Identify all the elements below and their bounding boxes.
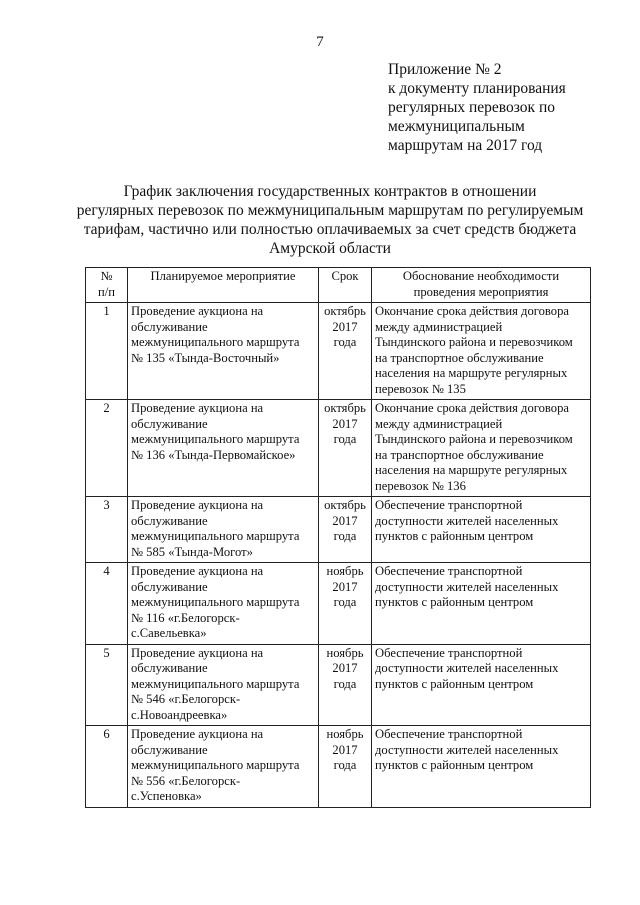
cell-period <box>319 563 372 645</box>
cell-line: обслуживание <box>131 319 208 334</box>
header-number-line: п/п <box>98 284 115 299</box>
header-period: Срок <box>319 268 372 303</box>
cell-line: доступности жителей населенных <box>375 661 559 675</box>
header-number-line: № <box>100 269 113 283</box>
cell-line: доступности жителей населенных <box>375 742 559 757</box>
cell-line: Проведение аукциона на <box>131 645 264 660</box>
cell-line: доступности жителей населенных <box>375 513 559 528</box>
cell-line: межмуниципального маршрута <box>131 676 300 691</box>
cell-number: 1 <box>86 303 128 400</box>
cell-line: ноябрь <box>326 645 364 660</box>
cell-line: Проведение аукциона на <box>131 564 264 578</box>
cell-line: Обеспечение транспортной <box>375 645 523 660</box>
cell-line: Окончание срока действия договора <box>375 401 569 415</box>
cell-line: обслуживание <box>131 742 208 757</box>
cell-line: Проведение аукциона на <box>131 727 264 741</box>
cell-line: ноябрь <box>326 564 364 578</box>
cell-reason <box>372 303 591 400</box>
cell-event <box>128 303 319 400</box>
cell-line: года <box>333 335 357 349</box>
cell-line: 2017 <box>332 513 358 528</box>
cell-line: 2017 <box>332 661 358 675</box>
cell-line: населения на маршруте регулярных <box>375 463 568 477</box>
appendix-heading <box>388 60 566 155</box>
table-row <box>86 563 591 645</box>
cell-line: пунктов с районным центром <box>375 529 534 543</box>
cell-line: № 585 «Тында-Могот» <box>131 544 253 559</box>
cell-line: № 546 «г.Белогорск- <box>131 692 241 706</box>
cell-line: пунктов с районным центром <box>375 676 534 691</box>
cell-line: перевозок № 136 <box>375 478 466 493</box>
cell-line: между администрацией <box>375 319 503 334</box>
cell-line: Тындинского района и перевозчиком <box>375 335 573 349</box>
cell-line: обслуживание <box>131 579 208 594</box>
cell-line: октябрь <box>324 498 366 512</box>
cell-line: перевозок № 135 <box>375 381 466 396</box>
cell-line: пунктов с районным центром <box>375 758 534 772</box>
cell-period <box>319 644 372 726</box>
cell-line: года <box>333 529 357 543</box>
cell-line: с.Новоандреевка» <box>131 707 228 722</box>
cell-number: 4 <box>86 563 128 645</box>
cell-reason <box>372 644 591 726</box>
cell-number: 3 <box>86 497 128 563</box>
cell-event <box>128 726 319 808</box>
cell-line: обслуживание <box>131 416 208 431</box>
cell-line: 2017 <box>332 742 358 757</box>
cell-event <box>128 497 319 563</box>
cell-line: Проведение аукциона на <box>131 304 264 318</box>
table-row <box>86 303 591 400</box>
cell-line: на транспортное обслуживание <box>375 447 544 462</box>
cell-line: Тындинского района и перевозчиком <box>375 432 573 446</box>
cell-period <box>319 400 372 497</box>
cell-line: Проведение аукциона на <box>131 401 264 415</box>
cell-line: 2017 <box>332 416 358 431</box>
cell-number: 2 <box>86 400 128 497</box>
cell-event <box>128 400 319 497</box>
appendix-line: Приложение № 2 <box>388 61 502 78</box>
cell-line: населения на маршруте регулярных <box>375 366 568 380</box>
cell-period <box>319 726 372 808</box>
cell-line: Обеспечение транспортной <box>375 498 523 512</box>
cell-number: 6 <box>86 726 128 808</box>
cell-period <box>319 497 372 563</box>
cell-line: № 136 «Тында-Первомайское» <box>131 447 296 462</box>
document-title <box>60 182 600 258</box>
cell-line: года <box>333 595 357 609</box>
cell-line: Обеспечение транспортной <box>375 727 523 741</box>
cell-line: 2017 <box>332 319 358 334</box>
cell-line: октябрь <box>324 304 366 318</box>
cell-line: между администрацией <box>375 416 503 431</box>
cell-line: Обеспечение транспортной <box>375 564 523 578</box>
cell-event <box>128 644 319 726</box>
cell-line: года <box>333 758 357 772</box>
cell-number: 5 <box>86 644 128 726</box>
cell-line: пунктов с районным центром <box>375 595 534 609</box>
cell-line: межмуниципального маршрута <box>131 758 300 772</box>
cell-line: года <box>333 676 357 691</box>
cell-line: № 116 «г.Белогорск- <box>131 610 240 625</box>
cell-line: Проведение аукциона на <box>131 498 264 512</box>
title-line: График заключения государственных контрактов в отношении <box>123 183 537 200</box>
cell-line: Окончание срока действия договора <box>375 304 569 318</box>
cell-line: № 556 «г.Белогорск- <box>131 773 241 788</box>
cell-line: с.Успеновка» <box>131 789 202 803</box>
cell-line: межмуниципального маршрута <box>131 529 300 543</box>
appendix-line: межмуниципальным <box>388 118 525 135</box>
cell-line: межмуниципального маршрута <box>131 432 300 446</box>
appendix-line: маршрутам на 2017 год <box>388 137 543 154</box>
appendix-line: регулярных перевозок по <box>388 99 556 116</box>
cell-line: года <box>333 432 357 446</box>
cell-line: межмуниципального маршрута <box>131 335 300 349</box>
table-row <box>86 726 591 808</box>
cell-reason <box>372 726 591 808</box>
contracts-schedule-table <box>85 267 591 808</box>
table-row <box>86 400 591 497</box>
table-row <box>86 497 591 563</box>
cell-line: ноябрь <box>326 727 364 741</box>
header-reason-line: проведения мероприятия <box>413 284 549 299</box>
cell-line: 2017 <box>332 579 358 594</box>
cell-reason <box>372 497 591 563</box>
title-line: тарифам, частично или полностью оплачиваемых за счет средств бюджета <box>83 221 577 238</box>
cell-line: обслуживание <box>131 513 208 528</box>
cell-period <box>319 303 372 400</box>
table-header-row <box>86 268 591 303</box>
cell-line: октябрь <box>324 401 366 415</box>
cell-line: на транспортное обслуживание <box>375 350 544 365</box>
table-row <box>86 644 591 726</box>
header-number <box>86 268 128 303</box>
cell-reason <box>372 563 591 645</box>
header-reason <box>372 268 591 303</box>
header-event: Планируемое мероприятие <box>128 268 319 303</box>
cell-line: № 135 «Тында-Восточный» <box>131 350 280 365</box>
cell-reason <box>372 400 591 497</box>
cell-line: с.Савельевка» <box>131 626 207 640</box>
cell-line: доступности жителей населенных <box>375 579 559 594</box>
page-number: 7 <box>316 34 324 50</box>
cell-line: обслуживание <box>131 661 208 675</box>
cell-event <box>128 563 319 645</box>
title-line: Амурской области <box>269 240 391 257</box>
title-line: регулярных перевозок по межмуниципальным маршрутам по регулируемым <box>76 202 584 219</box>
header-reason-line: Обоснование необходимости <box>402 269 560 283</box>
appendix-line: к документу планирования <box>388 80 566 97</box>
cell-line: межмуниципального маршрута <box>131 595 300 609</box>
